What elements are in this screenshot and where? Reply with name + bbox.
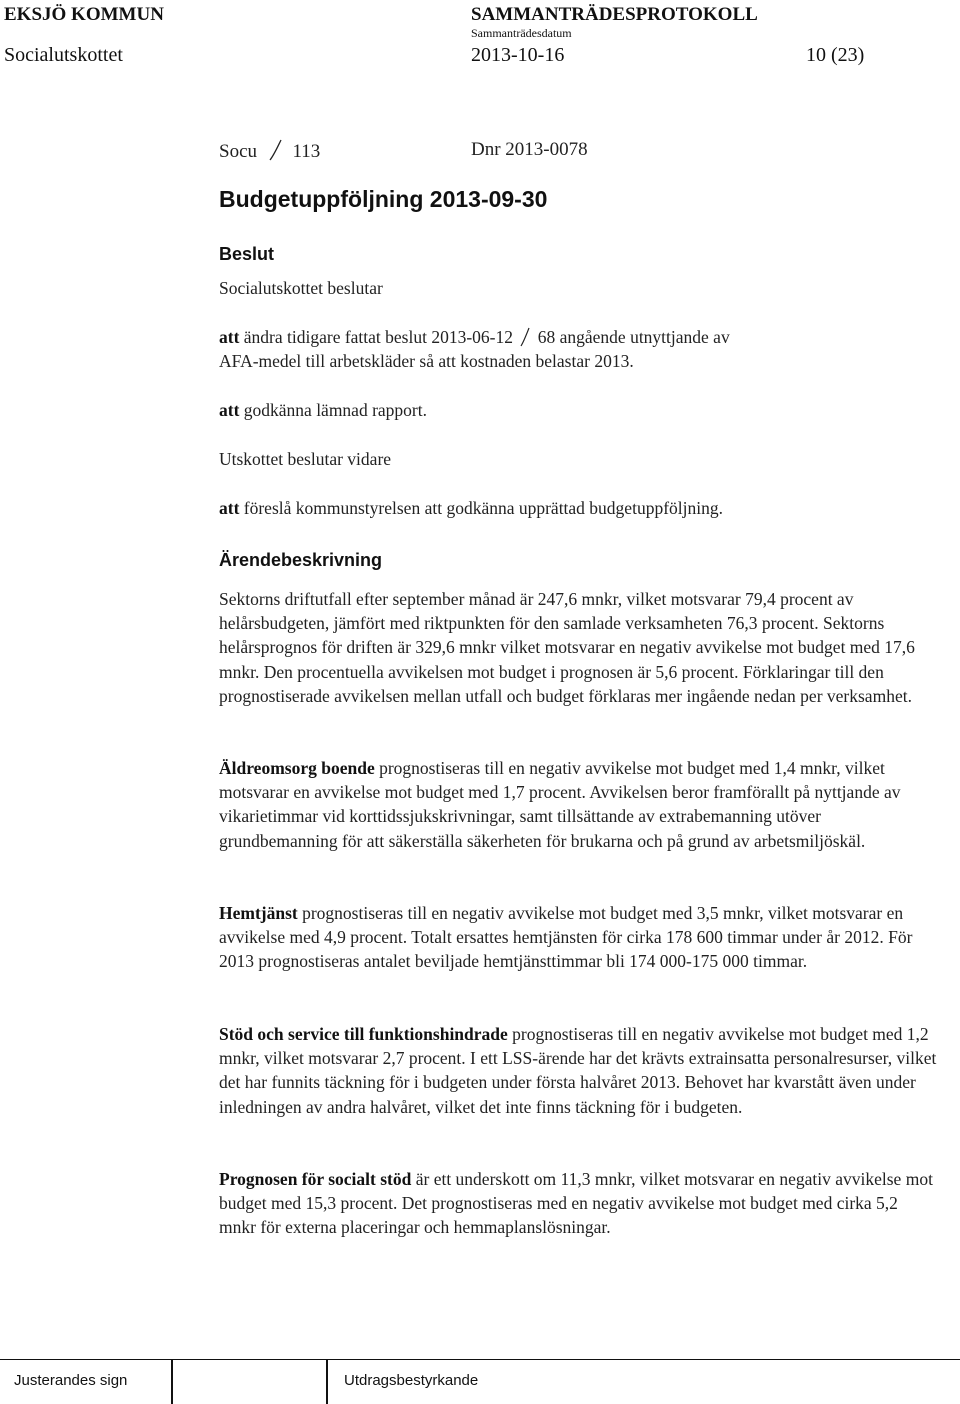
- beslut-item-2-text: godkänna lämnad rapport.: [243, 400, 427, 420]
- paragraph-3-text: prognostiseras till en negativ avvikelse mot budget med 3,5 mnkr, vilket motsvarar en avvikelse med 4,9 procent. Totalt ersattes hemtjänsten för cirka 178 600 timmar under år 2012. För 2013 prognostiseras antalet beviljade hemtjänsttimmar bli 174 000-175 000 timmar.: [219, 903, 913, 972]
- beslut-item-3-text: föreslå kommunstyrelsen att godkänna upprättad budgetuppföljning.: [243, 498, 723, 518]
- paragraph-2-text: prognostiseras till en negativ avvikelse mot budget med 1,4 mnkr, vilket motsvarar en avvikelse mot budget med 1,7 procent. Avvikelsen beror framförallt på nyttjande av vikarietimmar vid korttidssjukskrivningar, samt tillsättande av extrabemanning utöver grundbemanning för att säkerställa säkerheten för brukarna och på grund av arbetsmiljöskäl.: [219, 758, 901, 851]
- arende-paragraph-5: [219, 1167, 939, 1240]
- arende-paragraph-4: [219, 1022, 939, 1119]
- arende-paragraph-3: [219, 901, 939, 974]
- paragraph-sign-icon: [517, 327, 533, 347]
- page-title: Budgetuppföljning 2013-09-30: [219, 186, 548, 212]
- paragraph-3-lead: Hemtjänst: [219, 903, 298, 923]
- arende-paragraph-1: Sektorns driftutfall efter september månad är 247,6 mnkr, vilket motsvarar 79,4 procent av helårsbudgeten, jämfört med riktpunkten för den samlade verksamheten 76,3 procent. Sektorns helårsprognos för driften är 329,6 mnkr vilket motsvarar en negativ avvikelse mot budget med 17,6 mnkr. Den procentuella avvikelsen mot budget i prognosen är 5,6 procent. Förklaringar till den prognostiserade avvikelsen mellan utfall och budget förklaras mer ingående nedan per verksamhet.: [219, 589, 915, 706]
- att-keyword: att: [219, 327, 240, 347]
- paragraph-reference: [219, 139, 320, 163]
- date-label: Sammanträdesdatum: [471, 26, 572, 40]
- diary-number: Dnr 2013-0078: [471, 139, 588, 160]
- committee-name: Socialutskottet: [4, 44, 123, 66]
- justerandes-sign-label: Justerandes sign: [14, 1372, 128, 1389]
- meeting-date: 2013-10-16: [471, 44, 565, 66]
- arende-heading: Ärendebeskrivning: [219, 550, 383, 570]
- beslut-further: Utskottet beslutar vidare: [219, 449, 392, 469]
- beslut-item-1-text-b: 68 angående utnyttjande av: [537, 327, 730, 347]
- page-number: 10 (23): [806, 44, 865, 66]
- paragraph-5-lead: Prognosen för socialt stöd: [219, 1169, 412, 1189]
- paragraph-sign-icon: [264, 139, 286, 161]
- paragraph-5-text: är ett underskott om 11,3 mnkr, vilket motsvarar en negativ avvikelse mot budget med 15,3 procent. Det prognostiseras med en negativ avvikelse mot budget med cirka 5,2 mnkr för externa placeringar och hemmaplanslösningar.: [219, 1169, 933, 1238]
- footer-separator: [326, 1359, 328, 1404]
- paragraph-prefix: Socu: [219, 141, 257, 162]
- beslut-intro: Socialutskottet beslutar: [219, 278, 383, 298]
- paragraph-2-lead: Äldreomsorg boende: [219, 758, 375, 778]
- beslut-item-1: [219, 325, 939, 373]
- beslut-item-1-text-a: ändra tidigare fattat beslut 2013-06-12: [243, 327, 513, 347]
- document-type: SAMMANTRÄDESPROTOKOLL: [471, 4, 758, 25]
- paragraph-number: 113: [292, 141, 321, 162]
- footer-separator: [171, 1359, 173, 1404]
- paragraph-4-text: prognostiseras till en negativ avvikelse mot budget med 1,2 mnkr, vilket motsvarar 2,7 procent. I ett LSS-ärende har det krävts extrainsatta personalresurser, vilket det har funnits täckning för i budgeten under första halvåret 2013. Behovet har kvarstått även under inledningen av andra halvåret, vilket det inte finns täckning för i budgeten.: [219, 1024, 937, 1117]
- beslut-item-3: [219, 496, 939, 520]
- utdragsbestyrkande-label: Utdragsbestyrkande: [344, 1372, 479, 1389]
- beslut-item-2: [219, 398, 939, 422]
- att-keyword: att: [219, 498, 240, 518]
- footer-divider: [0, 1359, 960, 1360]
- arende-paragraph-2: [219, 756, 939, 853]
- beslut-heading: Beslut: [219, 244, 275, 264]
- paragraph-4-lead: Stöd och service till funktionshindrade: [219, 1024, 508, 1044]
- beslut-item-1-text-c: AFA-medel till arbetskläder så att kostnaden belastar 2013.: [219, 351, 634, 372]
- org-name: EKSJÖ KOMMUN: [4, 4, 164, 25]
- att-keyword: att: [219, 400, 240, 420]
